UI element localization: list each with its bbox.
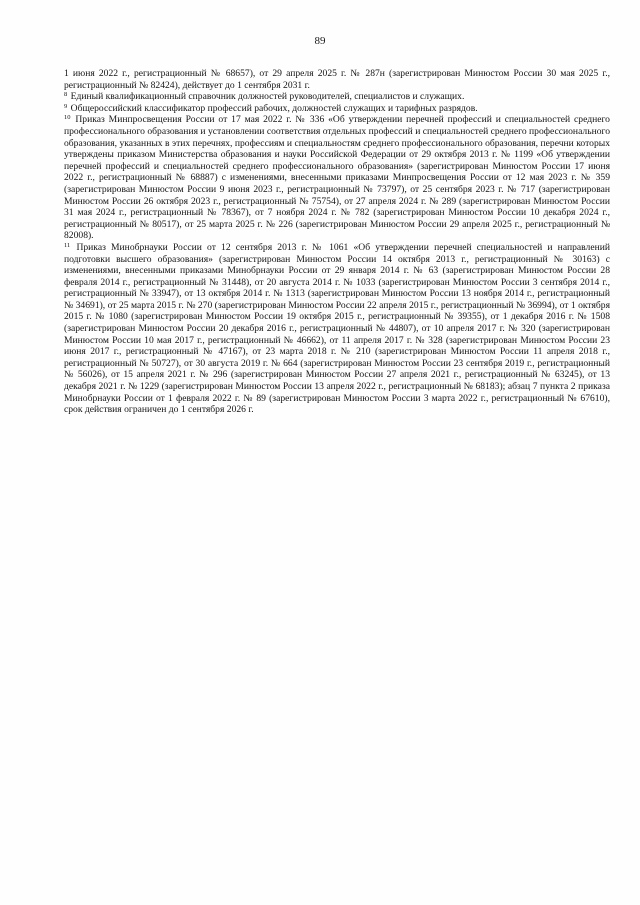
footnote-10 [64,114,610,242]
footnote-text: Приказ Минобрнауки России от 12 сентября 2013 г. № 1061 «Об утверждении перечней специальностей и направлений подготовки высшего образования» (зарегистрирован Минюстом России 14 октября 2013 г., регистрационный № 30163) с изменениями, внесенными приказами Минобрнауки России от 29 января 2014 г. № 63 (зарегистрирован Минюстом России 28 февраля 2014 г., регистрационный № 31448), от 20 августа 2014 г. № 1033 (зарегистрирован Минюстом России 3 сентября 2014 г., регистрационный № 33947), от 13 октября 2014 г. № 1313 (зарегистрирован Минюстом России 13 ноября 2014 г., регистрационный № 34691), от 25 марта 2015 г. № 270 (зарегистрирован Минюстом России 22 апреля 2015 г., регистрационный № 36994), от 1 октября 2015 г. № 1080 (зарегистрирован Минюстом России 19 октября 2015 г., регистрационный № 39355), от 1 декабря 2016 г. № 1508 (зарегистрирован Минюстом России 20 декабря 2016 г., регистрационный № 44807), от 10 апреля 2017 г. № 320 (зарегистрирован Минюстом России 10 мая 2017 г., регистрационный № 46662), от 11 апреля 2017 г. № 328 (зарегистрирован Минюстом России 23 июня 2017 г., регистрационный № 47167), от 23 марта 2018 г. № 210 (зарегистрирован Минюстом России 11 апреля 2018 г., регистрационный № 50727), от 30 августа 2019 г. № 664 (зарегистрирован Минюстом России 23 сентября 2019 г., регистрационный № 56026), от 15 апреля 2021 г. № 296 (зарегистрирован Минюстом России 27 апреля 2021 г., регистрационный № 63245), от 13 декабря 2021 г. № 1229 (зарегистрирован Минюстом России 13 апреля 2022 г., регистрационный № 68183); абзац 7 пункта 2 приказа Минобрнауки России от 1 февраля 2022 г. № 89 (зарегистрирован Минюстом России 3 марта 2022 г., регистрационный № 67610), срок действия ограничен до 1 сентября 2026 г. [64,241,610,416]
footnote-text: 1 июня 2022 г., регистрационный № 68657), от 29 апреля 2025 г. № 287н (зарегистрирован Минюстом России 30 мая 2025 г., регистрационный № 82424), действует до 1 сентября 2031 г. [64,68,610,91]
footnote-continuation [64,68,610,91]
footnote-8 [64,91,610,103]
footnote-marker: 9 [64,102,68,110]
footnote-text: Общероссийский классификатор профессий рабочих, должностей служащих и тарифных разрядов. [70,102,478,114]
footnote-text: Единый квалификационный справочник должностей руководителей, специалистов и служащих. [70,91,465,103]
footnotes-section [64,68,610,416]
footnote-9 [64,103,610,115]
footnote-marker: 11 [64,241,71,249]
footnote-11 [64,242,610,416]
footnote-marker: 10 [64,114,71,122]
footnote-text: Приказ Минпросвещения России от 17 мая 2022 г. № 336 «Об утверждении перечней профессий и специальностей среднего профессионального образования и установлении соответствия отдельных профессий и специальностей среднего профессионального образования, указанных в этих перечнях, профессиям и специальностям среднего профессионального образования, перечни которых утверждены приказом Министерства образования и науки Российской Федерации от 29 октября 2013 г. № 1199 «Об утверждении перечней профессий и специальностей среднего профессионального образования» (зарегистрирован Минюстом России 17 июня 2022 г., регистрационный № 68887) с изменениями, внесенными приказами Минпросвещения России от 12 мая 2023 г. № 359 (зарегистрирован Минюстом России 9 июня 2023 г., регистрационный № 73797), от 25 сентября 2023 г. № 717 (зарегистрирован Минюстом России 26 октября 2023 г., регистрационный № 75754), от 27 апреля 2024 г. № 289 (зарегистрирован Минюстом России 31 мая 2024 г., регистрационный № 78367), от 7 ноября 2024 г. № 782 (зарегистрирован Минюстом России 10 декабря 2024 г., регистрационный № 80517), от 25 марта 2025 г. № 226 (зарегистрирован Минюстом России 29 апреля 2025 г., регистрационный № 82008). [64,114,610,242]
footnote-marker: 8 [64,91,68,99]
page-number: 89 [314,35,326,47]
